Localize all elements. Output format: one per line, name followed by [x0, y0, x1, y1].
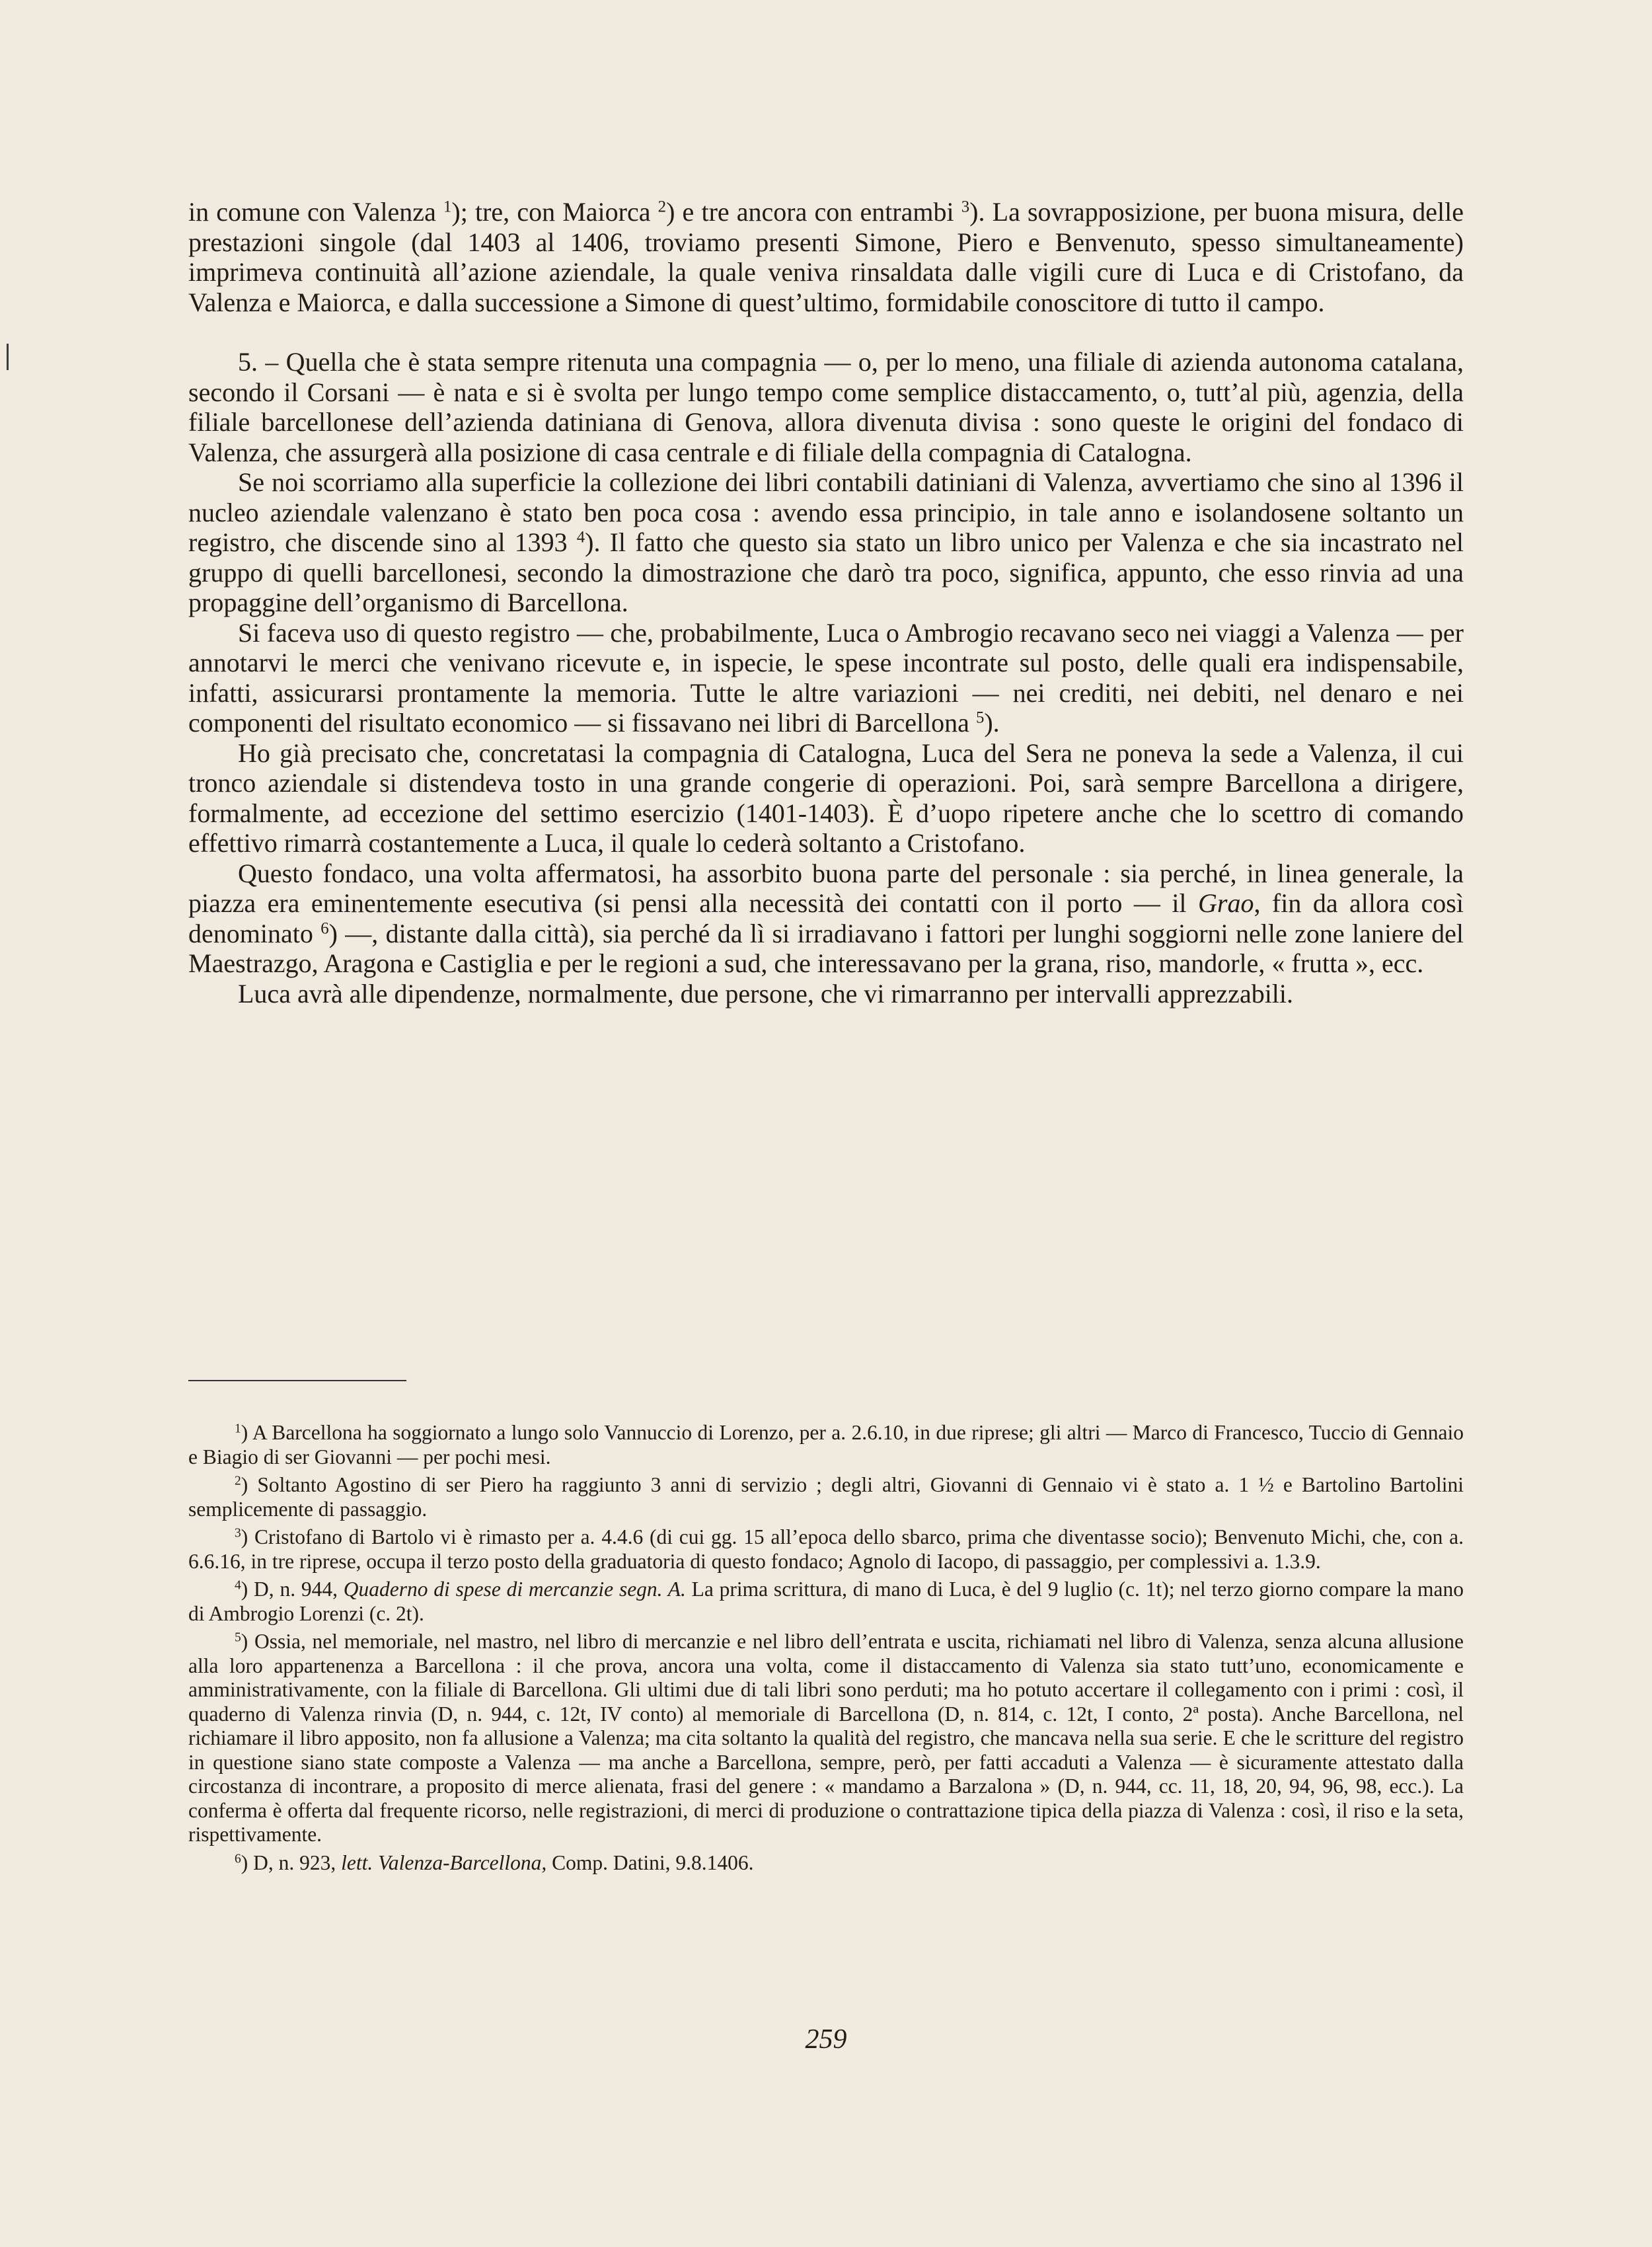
footnote-mark: 1 — [235, 1422, 241, 1436]
footnote-ref: 2 — [657, 198, 667, 216]
footnote-mark: 4 — [235, 1578, 241, 1593]
italic-title: Quaderno di spese di mercanzie segn. A. — [343, 1578, 686, 1601]
footnote-4 — [188, 1578, 1464, 1626]
footnotes — [188, 1421, 1464, 1879]
footnote-5 — [188, 1630, 1464, 1847]
footnote-2 — [188, 1473, 1464, 1521]
footnote-text: ) D, n. 944, — [241, 1578, 344, 1601]
footnote-6 — [188, 1851, 1464, 1876]
footnote-text: ) Cristofano di Bartolo vi è rimasto per a. 4.4.6 (di cui gg. 15 all’epoca dello sbarco, prima che diventasse socio); Benvenuto Michi, che, con a. 6.6.16, in tre riprese, occupa il terzo posto della graduatoria di questo fondaco; Agnolo di Iacopo, di passaggio, per complessivi a. 1.3.9. — [188, 1525, 1464, 1573]
footnote-mark: 3 — [235, 1526, 241, 1541]
footnote-ref: 5 — [975, 708, 985, 727]
footnote-mark: 6 — [235, 1851, 241, 1866]
text-run: ). La sovrapposizione, per buona misura, delle prestazioni singole (dal 1403 al 1406, troviamo presenti Simone, Piero e Benvenuto, spesso simultaneamente) imprimeva continuità all’azione aziendale, la quale veniva rinsaldata dalle vigili cure di Luca e di Cristofano, da Valenza e Maiorca, e dalla successione a Simone di quest’ultimo, formidabile conoscitore di tutto il campo. — [188, 197, 1464, 317]
paragraph-6 — [188, 858, 1464, 979]
text-run: ) —, distante dalla città), sia perché da lì si irradiavano i fattori per lunghi soggiorni nelle zone laniere del Maestrazgo, Aragona e Castiglia e per le regioni a sud, che interessavano per la grana, riso, mandorle, « frutta », ecc. — [188, 918, 1464, 978]
text-run: Se noi scorriamo alla superficie la collezione dei libri contabili datiniani di Valenza, avvertiamo che sino al 1396 il nucleo aziendale valenzano è stato ben poca cosa : avendo essa principio, in tale anno e isolandosene soltanto un registro, che discende sino al 1393 — [188, 467, 1464, 557]
text-run: ). — [984, 708, 1000, 738]
italic-title: lett. Valenza-Barcellona, — [341, 1850, 547, 1874]
text-run: Si faceva uso di questo registro — che, probabilmente, Luca o Ambrogio recavano seco nei viaggi a Valenza — per annotarvi le merci che venivano ricevute e, in ispecie, le spese incontrate sul posto, delle quali era indispensabile, infatti, assicurarsi prontamente la memoria. Tutte le altre variazioni — nei crediti, nei debiti, nel denaro e nei componenti del risultato economico — si fissavano nei libri di Barcellona — [188, 617, 1464, 738]
footnote-text: ) Ossia, nel memoriale, nel mastro, nel libro di mercanzie e nel libro dell’entrata e uscita, richiamati nel libro di Valenza, senza alcuna allusione alla loro appartenenza a Barcellona : il che prova, ancora una volta, come il distaccamento di Valenza sia stato tutt’uno, economicamente e amministrativamente, con la filiale di Barcellona. Gli ultimi due di tali libri sono perduti; ma ho potuto accertare il collegamento con i primi : così, il quaderno di Valenza rinvia (D, n. 944, c. 12t, IV conto) al memoriale di Barcellona (D, n. 814, c. 12t, I conto, 2ª posta). Anche Barcellona, nel richiamare il libro apposito, non fa allusione a Valenza; ma cita soltanto la qualità del registro, che mancava nella sua serie. E che le scritture del registro in questione siano state composte a Valenza — ma anche a Barcellona, sempre, però, per fatti accaduti a Valenza — è sicuramente attestato dalla circostanza di incontrare, a proposito di merce alienata, frasi del genere : « mandamo a Barzalona » (D, n. 944, cc. 11, 18, 20, 94, 96, 98, ecc.). La conferma è offerta dal frequente ricorso, nelle registrazioni, di merci di produzione o contrattazione tipica della piazza di Valenza : così, il riso e la seta, rispettivamente. — [188, 1630, 1464, 1846]
page-number: 259 — [805, 2024, 847, 2055]
footnote-ref: 1 — [443, 198, 452, 216]
text-run: ); tre, con Maiorca — [451, 197, 658, 227]
paragraph-1 — [188, 197, 1464, 317]
footnote-separator — [188, 1380, 406, 1381]
paragraph-5: Ho già precisato che, concretatasi la compagnia di Catalogna, Luca del Sera ne poneva la sede a Valenza, il cui tronco aziendale si distendeva tosto in una grande congerie di operazioni. Poi, sarà sempre Barcellona a dirigere, formalmente, ad eccezione del settimo esercizio (1401-1403). È d’uopo ripetere anche che lo scettro di comando effettivo rimarrà costantemente a Luca, il quale lo cederà soltanto a Cristofano. — [188, 738, 1464, 858]
text-run: , fin da allora così denominato — [188, 888, 1464, 948]
footnote-text: Comp. Datini, 9.8.1406. — [546, 1850, 754, 1874]
text-run: ). Il fatto che questo sia stato un libro unico per Valenza e che sia incastrato nel gruppo di quelli barcellonesi, secondo la dimostrazione che darò tra poco, significa, appunto, che esso rinvia ad una propaggine dell’organismo di Barcellona. — [188, 527, 1464, 617]
footnote-mark: 5 — [235, 1630, 241, 1645]
footnote-3 — [188, 1525, 1464, 1574]
footnote-text: ) D, n. 923, — [241, 1850, 342, 1874]
paragraph-3 — [188, 467, 1464, 618]
footnote-ref: 6 — [320, 919, 329, 937]
text-run: in comune con Valenza — [188, 197, 443, 227]
text-run: Questo fondaco, una volta affermatosi, ha assorbito buona parte del personale : sia perché, in linea generale, la piazza era eminentemente esecutiva (si pensi alla necessità dei contatti con il porto — il — [188, 858, 1464, 918]
paragraph-4 — [188, 618, 1464, 738]
paragraph-7: Luca avrà alle dipendenze, normalmente, due persone, che vi rimarranno per intervalli apprezzabili. — [238, 978, 1294, 1009]
footnote-text: ) Soltanto Agostino di ser Piero ha raggiunto 3 anni di servizio ; degli altri, Giovanni di Gennaio vi è stato a. 1 ½ e Bartolino Bartolini semplicemente di passaggio. — [188, 1473, 1464, 1521]
text-run: ) e tre ancora con entrambi — [666, 197, 961, 227]
paragraph-section-5: 5. – Quella che è stata sempre ritenuta una compagnia — o, per lo meno, una filiale di azienda autonoma catalana, secondo il Corsani — è nata e si è svolta per lungo tempo come semplice distaccamento, o, tutt’al più, agenzia, della filiale barcellonese dell’azienda datiniana di Genova, allora divenuta divisa : sono queste le origini del fondaco di Valenza, che assurgerà alla posizione di casa centrale e di filiale della compagnia di Catalogna. — [188, 347, 1464, 467]
footnote-1 — [188, 1421, 1464, 1469]
footnote-ref: 4 — [576, 528, 585, 547]
page-edge-mark — [7, 344, 9, 370]
footnote-text: La prima scrittura, di mano di Luca, è del 9 luglio (c. 1t); nel terzo giorno compare la mano di Ambrogio Lorenzi (c. 2t). — [188, 1578, 1464, 1625]
main-text — [188, 197, 1464, 1009]
footnote-text: ) A Barcellona ha soggiornato a lungo solo Vannuccio di Lorenzo, per a. 2.6.10, in due riprese; gli altri — Marco di Francesco, Tuccio di Gennaio e Biagio di ser Giovanni — per pochi mesi. — [188, 1421, 1464, 1468]
footnote-ref: 3 — [961, 198, 970, 216]
footnote-mark: 2 — [235, 1474, 241, 1488]
italic-term: Grao — [1198, 888, 1254, 918]
